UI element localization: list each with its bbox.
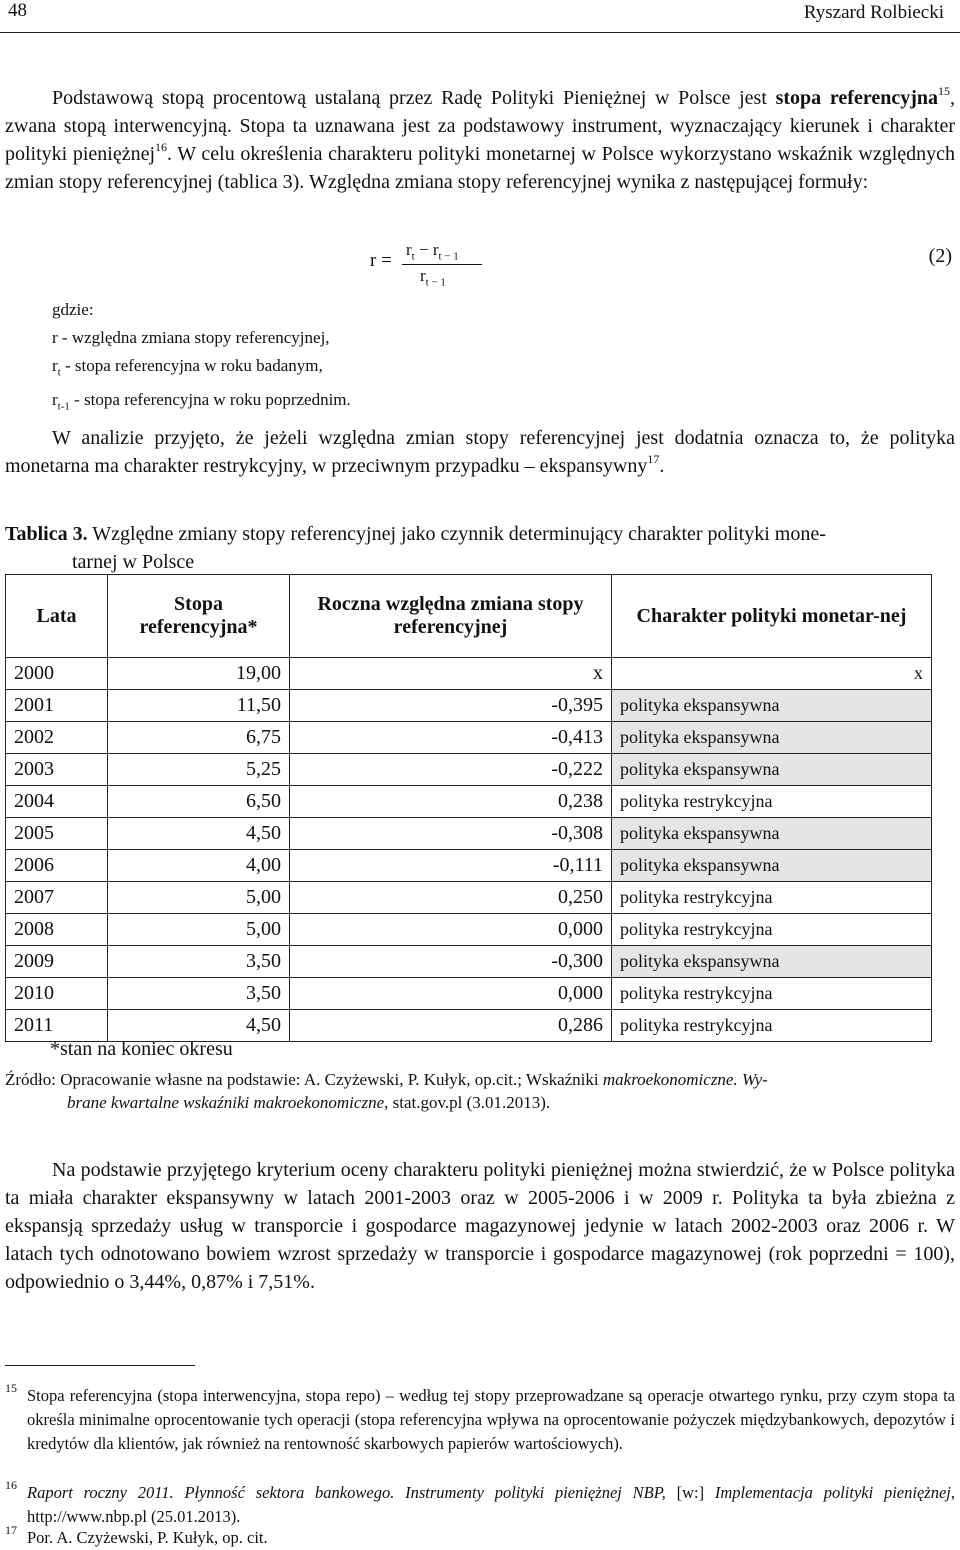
cell-change: 0,000 <box>290 914 612 946</box>
cell-rate: 3,50 <box>108 978 290 1010</box>
intro-text-d: . W celu określenia charakteru polityki monetarnej w Polsce wykorzystano wskaźnik względnych zmian stopy referencyjnej (tablica 3). Względna zmiana stopy referencyjnej wynika z następującej formuły: <box>5 143 956 193</box>
definitions <box>52 296 351 421</box>
cell-change: x <box>290 658 612 690</box>
cell-character: polityka ekspansywna <box>612 722 932 754</box>
table-row <box>6 946 932 978</box>
cell-character: x <box>612 658 932 690</box>
cell-character: polityka restrykcyjna <box>612 1010 932 1042</box>
table-note: *stan na koniec okresu <box>50 1038 233 1060</box>
cell-change: 0,000 <box>290 978 612 1010</box>
cell-rate: 5,25 <box>108 754 290 786</box>
cell-change: -0,395 <box>290 690 612 722</box>
cell-year: 2001 <box>6 690 108 722</box>
intro-text-a: Podstawową stopą procentową ustalaną przez Radę Polityki Pieniężnej w Polsce jest <box>52 87 776 109</box>
cell-rate: 4,50 <box>108 818 290 850</box>
cell-year: 2005 <box>6 818 108 850</box>
definitions-label: gdzie: <box>52 300 94 319</box>
cell-rate: 4,00 <box>108 850 290 882</box>
footnote-mark-17: 17 <box>5 1523 17 1537</box>
page-header <box>0 0 960 30</box>
cell-year: 2011 <box>6 1010 108 1042</box>
cell-year: 2006 <box>6 850 108 882</box>
cell-character: polityka restrykcyjna <box>612 786 932 818</box>
intro-bold-term: stopa referencyjna <box>775 87 939 109</box>
formula <box>370 240 490 290</box>
col-header-rate: Stopa referencyjna* <box>108 575 290 658</box>
cell-character: polityka ekspansywna <box>612 690 932 722</box>
cell-year: 2004 <box>6 786 108 818</box>
conclusion-paragraph: Na podstawie przyjętego kryterium oceny charakteru polityki pieniężnej można stwierdzić, że w Polsce polityka ta miała charakter ekspansywny w latach 2001-2003 oraz w 2005-2006 i w 2009 r. Polityka ta była zbieżna z ekspansją sprzedaży usług w transporcie i gospodarce magazynowej jedynie w latach 2002-2003 oraz 2006 r. W latach tych odnotowano bowiem wzrost sprzedaży w transporcie i gospodarce magazynowej (rok poprzedni = 100), odpowiednio o 3,44%, 0,87% i 7,51%. <box>5 1159 955 1293</box>
cell-year: 2010 <box>6 978 108 1010</box>
footnote-ref-16: 16 <box>155 140 168 154</box>
page-number: 48 <box>8 0 27 21</box>
cell-change: 0,238 <box>290 786 612 818</box>
cell-rate: 5,00 <box>108 882 290 914</box>
table-row <box>6 818 932 850</box>
cell-rate: 6,50 <box>108 786 290 818</box>
definition-rt: $r_t$ - stopa referencyjna w roku badanym, <box>52 356 323 379</box>
cell-rate: 6,75 <box>108 722 290 754</box>
table-row <box>6 754 932 786</box>
footnote-17: 17 Por. A. Czyżewski, P. Kułyk, op. cit. <box>5 1526 955 1550</box>
cell-character: polityka ekspansywna <box>612 818 932 850</box>
cell-character: polityka restrykcyjna <box>612 914 932 946</box>
definition-r: r - względna zmiana stopy referencyjnej, <box>52 328 330 347</box>
cell-character: polityka restrykcyjna <box>612 882 932 914</box>
table-row <box>6 914 932 946</box>
cell-year: 2009 <box>6 946 108 978</box>
reference-rate-table <box>5 574 932 1042</box>
formula-numerator: $r_t - r_{t - 1}$ <box>406 240 459 263</box>
intro-paragraph <box>5 84 955 196</box>
cell-change: 0,250 <box>290 882 612 914</box>
cell-character: polityka ekspansywna <box>612 946 932 978</box>
table-caption: Tablica 3. Względne zmiany stopy referencyjnej jako czynnik determinujący charakter polityki mone- tarnej w Polsce <box>5 523 826 573</box>
footnote-15: 15 Stopa referencyjna (stopa interwencyjna, stopa repo) – według tej stopy przeprowadzane są operacje otwartego rynku, przy czym stopa ta określa minimalne oprocentowanie tych operacji (stopa referencyjna wpływa na oprocentowanie pożyczek międzybankowych, depozytów i kredytów dla klientów, jak również na rentowność skarbowych papierów wartościowych). <box>5 1384 955 1456</box>
cell-rate: 11,50 <box>108 690 290 722</box>
cell-character: polityka ekspansywna <box>612 754 932 786</box>
cell-year: 2007 <box>6 882 108 914</box>
table-header-row <box>6 575 932 658</box>
table-row <box>6 690 932 722</box>
footnote-mark-15: 15 <box>5 1381 17 1395</box>
cell-change: -0,308 <box>290 818 612 850</box>
table-row <box>6 1010 932 1042</box>
table-row <box>6 786 932 818</box>
footnote-ref-15: 15 <box>938 84 951 98</box>
intro-text-c: , zwana stopą interwencyjną. Stopa ta uznawana jest za podstawowy instrument, wyznaczający kierunek i charakter polityki pieniężnej <box>5 87 956 165</box>
table-body <box>6 658 932 1042</box>
footnote-16: 16 Raport roczny 2011. Płynność sektora bankowego. Instrumenty polityki pieniężnej NBP, [w:] Implementacja polityki pieniężnej, http://www.nbp.pl (25.01.2013). <box>5 1481 955 1529</box>
cell-year: 2002 <box>6 722 108 754</box>
cell-rate: 4,50 <box>108 1010 290 1042</box>
cell-character: polityka ekspansywna <box>612 850 932 882</box>
cell-rate: 19,00 <box>108 658 290 690</box>
analysis-paragraph: W analizie przyjęto, że jeżeli względna zmian stopy referencyjnej jest dodatnia oznacza to, że polityka monetarna ma charakter restrykcyjny, w przeciwnym przypadku – ekspansywny$^{17}$. <box>5 427 955 477</box>
cell-year: 2000 <box>6 658 108 690</box>
cell-rate: 3,50 <box>108 946 290 978</box>
table-source: Źródło: Opracowanie własne na podstawie: A. Czyżewski, P. Kułyk, op.cit.; Wskaźniki makroekonomiczne. Wy- brane kwartalne wskaźniki makroekonomiczne, stat.gov.pl (3.01.2013). <box>5 1070 768 1112</box>
formula-denominator: $r_{t - 1}$ <box>420 266 446 289</box>
cell-year: 2003 <box>6 754 108 786</box>
col-header-change: Roczna względna zmiana stopy referencyjnej <box>290 575 612 658</box>
table-label: Tablica 3. <box>5 523 88 545</box>
cell-year: 2008 <box>6 914 108 946</box>
equation-number: (2) <box>928 245 952 267</box>
table-row <box>6 882 932 914</box>
definition-rt1: $r_{t-1}$ - stopa referencyjna w roku poprzednim. <box>52 390 351 413</box>
header-rule <box>0 32 960 33</box>
running-author: Ryszard Rolbiecki <box>803 2 944 23</box>
cell-change: -0,413 <box>290 722 612 754</box>
table-row <box>6 722 932 754</box>
col-header-years: Lata <box>6 575 108 658</box>
cell-change: 0,286 <box>290 1010 612 1042</box>
cell-character: polityka restrykcyjna <box>612 978 932 1010</box>
cell-change: -0,111 <box>290 850 612 882</box>
formula-lhs: r = <box>370 250 392 271</box>
footnote-ref-17: 17 <box>647 452 660 466</box>
table-row <box>6 978 932 1010</box>
footnote-mark-16: 16 <box>5 1478 17 1492</box>
cell-change: -0,300 <box>290 946 612 978</box>
fraction-bar <box>402 264 482 265</box>
table-row <box>6 658 932 690</box>
footnote-rule <box>5 1365 195 1366</box>
cell-change: -0,222 <box>290 754 612 786</box>
cell-rate: 5,00 <box>108 914 290 946</box>
col-header-character: Charakter polityki monetar-nej <box>612 575 932 658</box>
table-row <box>6 850 932 882</box>
